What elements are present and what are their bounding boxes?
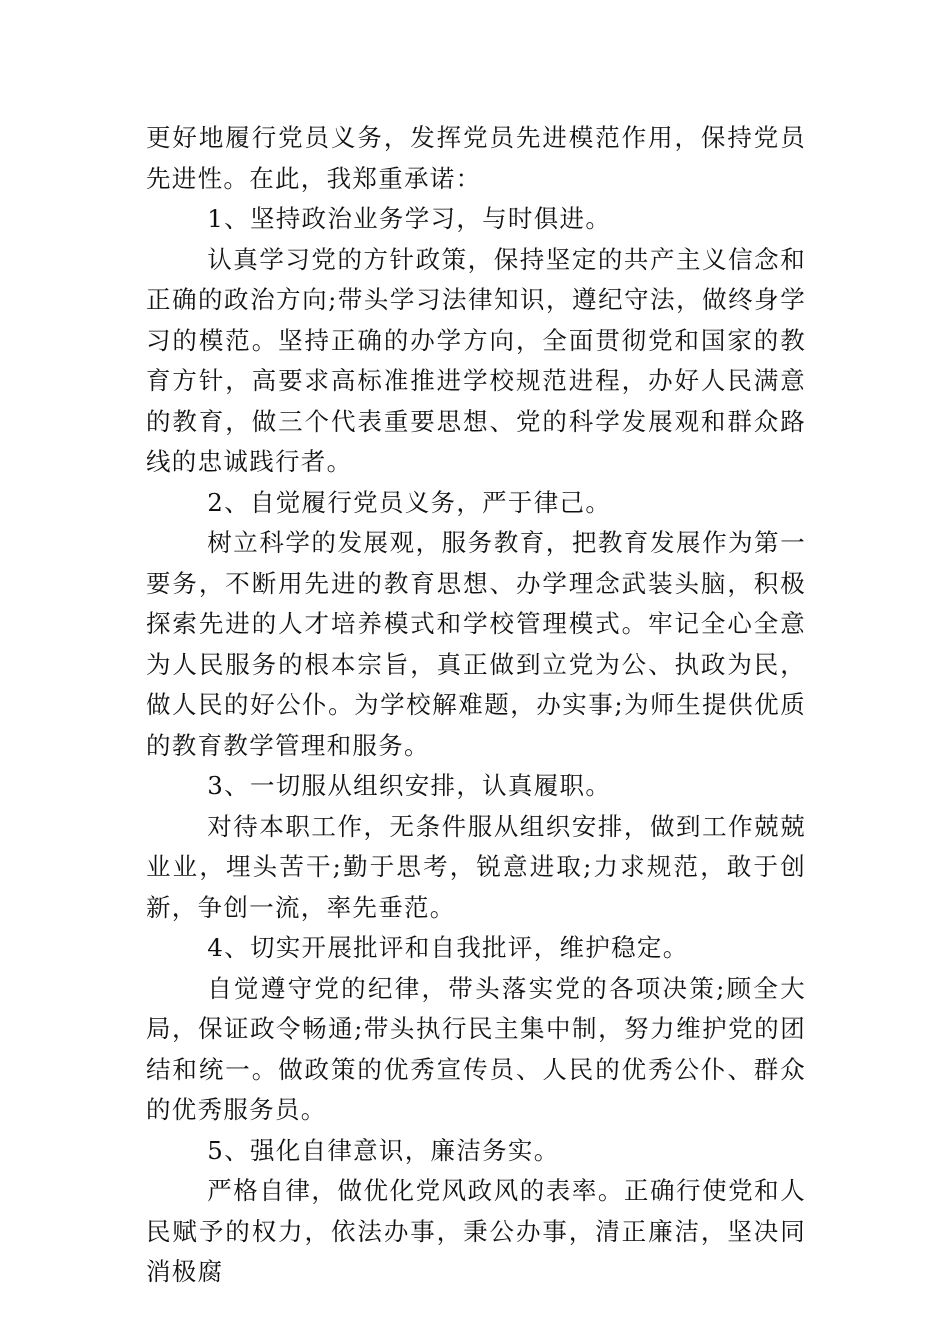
commitment-heading-5: 5、强化自律意识，廉洁务实。 [207, 1135, 560, 1165]
commitment-heading-3: 3、一切服从组织安排，认真履职。 [207, 771, 612, 800]
commitment-heading-2: 2、自觉履行党员义务，严于律己。 [207, 487, 612, 517]
body-paragraph-1: 更好地履行党员义务，发挥党员先进模范作用，保持党员先进性。在此，我郑重承诺： [146, 123, 806, 193]
document-page [146, 118, 806, 1293]
commitment-heading-1: 1、坚持政治业务学习，与时俱进。 [207, 204, 612, 233]
body-paragraph-4: 对待本职工作，无条件服从组织安排，做到工作兢兢业业，埋头苦干;勤于思考，锐意进取;力求规范，敢于创新，争创一流，率先垂范。 [146, 811, 806, 922]
body-paragraph-2: 认真学习党的方针政策，保持坚定的共产主义信念和正确的政治方向;带头学习法律知识，遵纪守法，做终身学习的模范。坚持正确的办学方向，全面贯彻党和国家的教育方针，高要求高标准推进学校规范进程，办好人民满意的教育，做三个代表重要思想、党的科学发展观和群众路线的忠诚践行者。 [146, 244, 806, 476]
body-paragraph-5: 自觉遵守党的纪律，带头落实党的各项决策;顾全大局，保证政令畅通;带头执行民主集中制，努力维护党的团结和统一。做政策的优秀宣传员、人民的优秀公仆、群众的优秀服务员。 [146, 973, 806, 1124]
body-paragraph-6: 严格自律，做优化党风政风的表率。正确行使党和人民赋予的权力，依法办事，秉公办事，清正廉洁，坚决同消极腐 [146, 1176, 806, 1286]
body-paragraph-3: 树立科学的发展观，服务教育，把教育发展作为第一要务，不断用先进的教育思想、办学理念武装头脑，积极探索先进的人才培养模式和学校管理模式。牢记全心全意为人民服务的根本宗旨，真正做到立党为公、执政为民，做人民的好公仆。为学校解难题，办实事;为师生提供优质的教育教学管理和服务。 [146, 528, 806, 760]
commitment-heading-4: 4、切实开展批评和自我批评，维护稳定。 [207, 933, 689, 962]
